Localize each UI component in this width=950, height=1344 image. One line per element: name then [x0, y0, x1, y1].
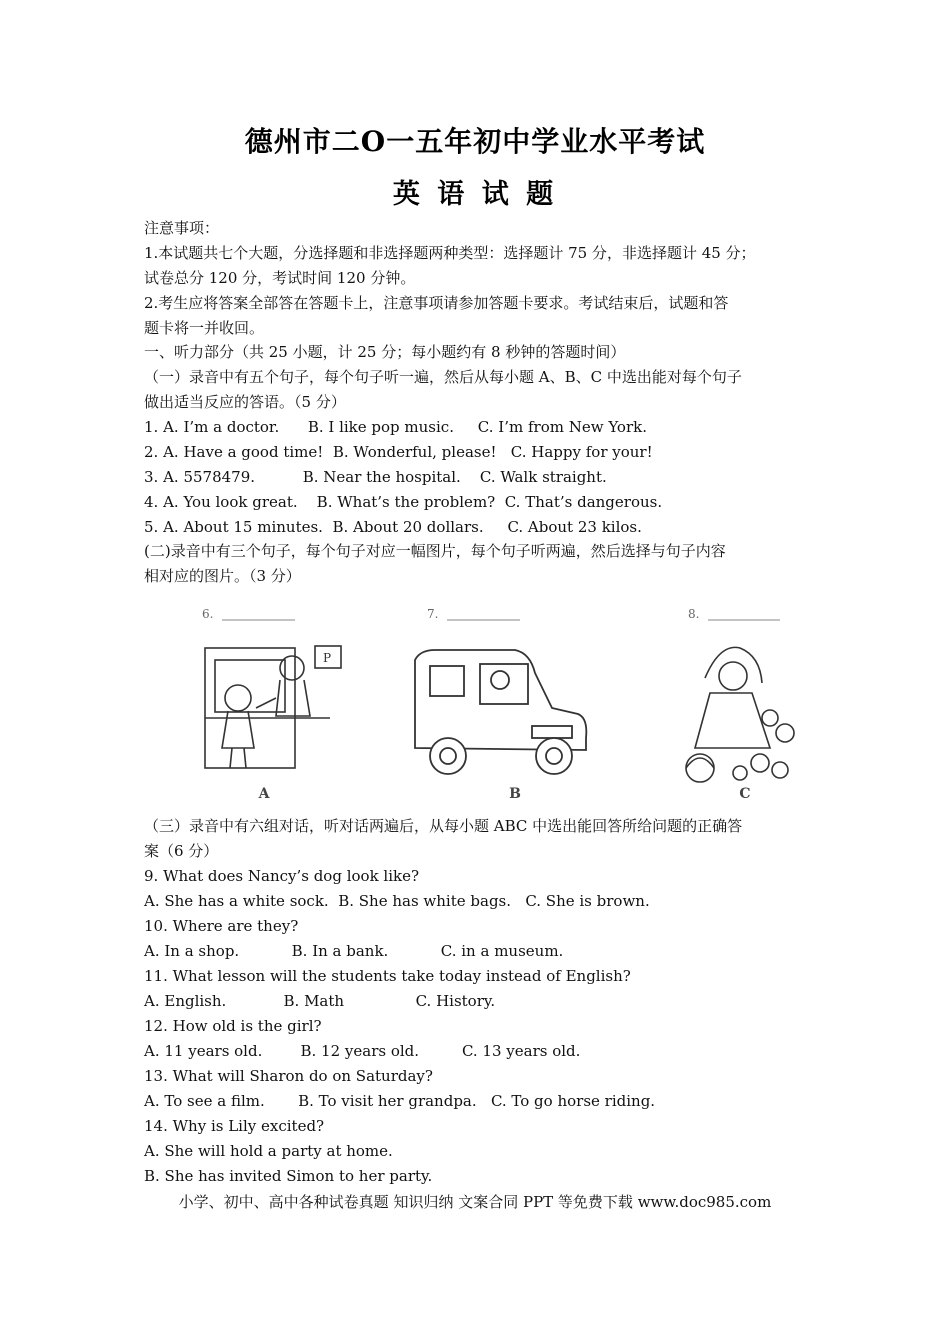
- section-heading: 一、听力部分（共 25 小题，计 25 分；每小题约有 8 秒钟的答题时间）: [144, 343, 626, 361]
- text-line: 相对应的图片。（3 分）: [144, 567, 301, 585]
- picture-label: A: [258, 786, 270, 802]
- question-line: 1. A. I’m a doctor. B. I like pop music. C. I’m from New York.: [144, 418, 647, 436]
- picture-number: 6.: [202, 607, 214, 621]
- answer-option: A. She will hold a party at home.: [144, 1142, 393, 1160]
- exam-subtitle: 英 语 试 题: [392, 179, 558, 210]
- text-line: 试卷总分 120 分，考试时间 120 分钟。: [144, 269, 416, 287]
- text-line: （三）录音中有六组对话，听对话两遍后，从每小题 ABC 中选出能回答所给问题的正确答: [144, 817, 743, 835]
- picture-label: B: [509, 786, 521, 802]
- answer-options: A. She has a white sock. B. She has white bags. C. She is brown.: [144, 892, 650, 910]
- exam-title: 德州市二O一五年初中学业水平考试: [244, 125, 706, 158]
- answer-option: B. She has invited Simon to her party.: [144, 1167, 433, 1185]
- text-line: 注意事项：: [144, 219, 220, 237]
- text-line: 1.本试题共七个大题，分选择题和非选择题两种类型：选择题计 75 分，非选择题计 45 分；: [144, 244, 756, 262]
- question-line: 14. Why is Lily excited?: [144, 1117, 325, 1135]
- question-line: 12. How old is the girl?: [144, 1017, 322, 1035]
- text-line: 2.考生应将答案全部答在答题卡上，注意事项请参加答题卡要求。考试结束后，试题和答: [144, 294, 729, 312]
- answer-options: A. 11 years old. B. 12 years old. C. 13 years old.: [144, 1042, 581, 1060]
- text-line: 案（6 分）: [144, 842, 219, 860]
- picture-label: C: [739, 786, 751, 802]
- picture-b-truck: [415, 650, 586, 774]
- question-line: 3. A. 5578479. B. Near the hospital. C. Walk straight.: [144, 468, 607, 486]
- listening-pictures: [180, 598, 820, 803]
- answer-options: A. In a shop. B. In a bank. C. in a museum.: [144, 942, 564, 960]
- text-line: (二)录音中有三个句子，每个句子对应一幅图片，每个句子听两遍，然后选择与句子内容: [144, 542, 726, 560]
- answer-options: A. To see a film. B. To visit her grandpa. C. To go horse riding.: [144, 1092, 656, 1110]
- question-line: 9. What does Nancy’s dog look like?: [144, 867, 420, 885]
- question-line: 10. Where are they?: [144, 917, 299, 935]
- picture-c-girl: [686, 647, 794, 782]
- svg-text:P: P: [323, 651, 332, 665]
- text-line: （一）录音中有五个句子，每个句子听一遍，然后从每小题 A、B、C 中选出能对每个句子: [144, 368, 742, 386]
- question-line: 4. A. You look great. B. What’s the problem? C. That’s dangerous.: [144, 493, 663, 511]
- picture-a-booth: [205, 646, 341, 768]
- picture-number: 8.: [688, 607, 700, 621]
- page-footer: 小学、初中、高中各种试卷真题 知识归纳 文案合同 PPT 等免费下载 www.doc985.com: [178, 1193, 772, 1211]
- question-line: 5. A. About 15 minutes. B. About 20 dollars. C. About 23 kilos.: [144, 518, 642, 536]
- text-line: 做出适当反应的答语。（5 分）: [144, 393, 346, 411]
- text-line: 题卡将一并收回。: [144, 319, 265, 337]
- question-line: 2. A. Have a good time! B. Wonderful, please! C. Happy for your!: [144, 443, 653, 461]
- picture-number: 7.: [427, 607, 439, 621]
- answer-options: A. English. B. Math C. History.: [144, 992, 496, 1010]
- question-line: 11. What lesson will the students take today instead of English?: [144, 967, 631, 985]
- question-line: 13. What will Sharon do on Saturday?: [144, 1067, 433, 1085]
